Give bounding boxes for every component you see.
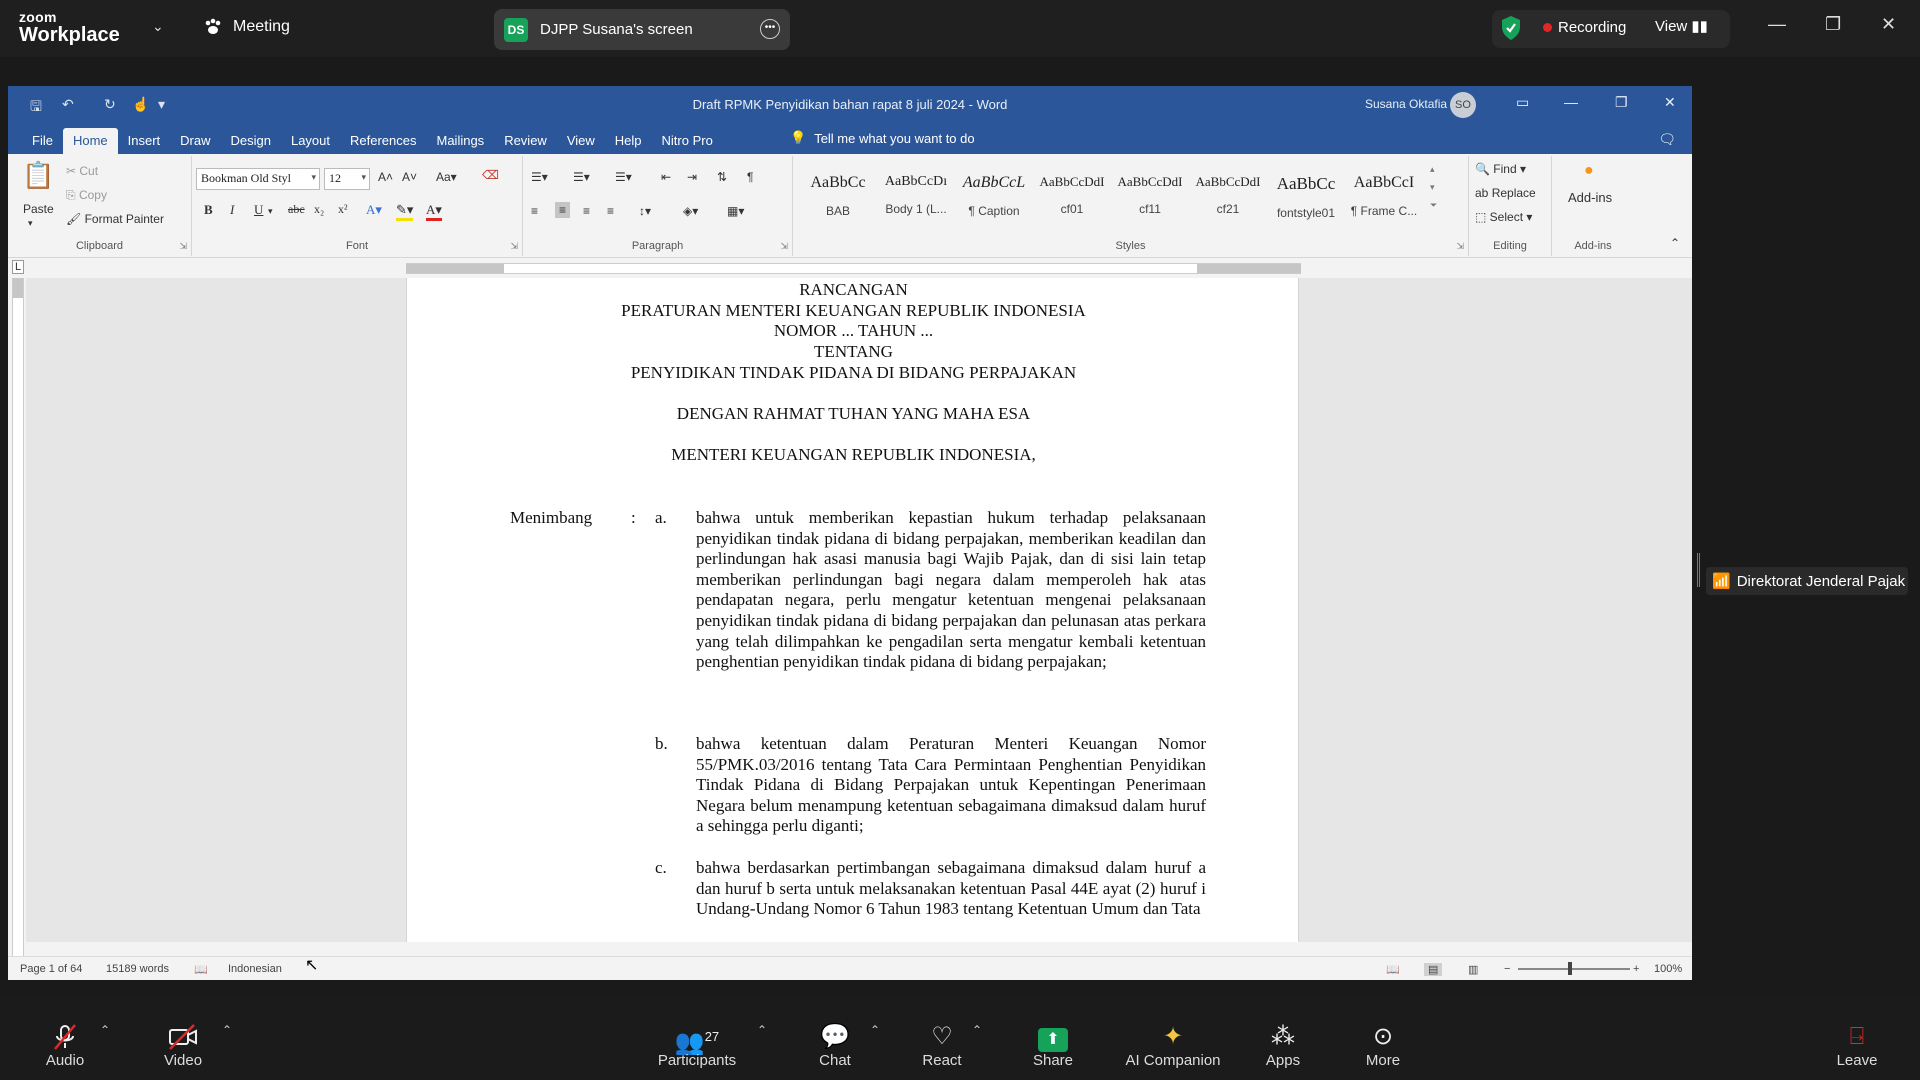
speaker-name: Direktorat Jenderal Pajak bbox=[1736, 572, 1906, 590]
audio-button[interactable]: Audio bbox=[40, 1022, 90, 1069]
page-count[interactable]: Page 1 of 64 bbox=[20, 963, 83, 975]
italic-icon[interactable]: I bbox=[230, 202, 235, 217]
consideration-c: c. bahwa berdasarkan pertimbangan sebagaimana dimaksud dalam huruf a dan huruf b serta untuk melaksanakan ketentuan Pasal 44E ayat (2) huruf i Undang-Undang Nomor 6 Tahun 1983 tentang Ketentuan Umum dan Tata bbox=[655, 858, 1206, 919]
clear-formatting-icon[interactable]: ⌫ bbox=[482, 168, 499, 182]
share-label: DJPP Susana's screen bbox=[540, 21, 693, 38]
audio-options-chevron-icon[interactable]: ⌃ bbox=[100, 1023, 111, 1037]
apps-icon: ⁂ bbox=[1271, 1023, 1295, 1050]
styles-scroll-up-icon[interactable]: ▴ bbox=[1430, 164, 1435, 174]
addins-group bbox=[1552, 156, 1634, 256]
vertical-ruler-top-margin bbox=[13, 278, 23, 298]
numbering-icon[interactable]: ☰▾ bbox=[573, 170, 590, 184]
close-icon[interactable]: ✕ bbox=[1881, 14, 1897, 34]
recording-label: Recording bbox=[1558, 19, 1627, 36]
document-page[interactable] bbox=[406, 278, 1299, 942]
heading-line-5: PENYIDIKAN TINDAK PIDANA DI BIDANG PERPAJAKAN bbox=[630, 363, 1077, 382]
mouse-cursor-icon: ↖ bbox=[305, 957, 319, 974]
copy-button[interactable]: ⎘ Copy bbox=[66, 188, 107, 202]
word-count[interactable]: 15189 words bbox=[106, 963, 169, 975]
style-body-1[interactable]: AaBbCcDı Body 1 (L... bbox=[884, 174, 948, 216]
ribbon-home bbox=[8, 154, 1692, 258]
tab-references[interactable]: References bbox=[350, 133, 417, 148]
word-title-bar bbox=[8, 86, 1692, 124]
undo-icon[interactable]: ↶ bbox=[62, 96, 74, 112]
ribbon-display-icon[interactable]: ▭ bbox=[1516, 94, 1530, 110]
shading-icon[interactable]: ◈▾ bbox=[683, 204, 699, 218]
decrease-indent-icon[interactable]: ⇤ bbox=[661, 170, 672, 184]
zoom-top-bar bbox=[0, 0, 1920, 57]
print-layout-icon[interactable]: ▤ bbox=[1424, 963, 1442, 976]
view-button[interactable]: View ▮▮ bbox=[1655, 18, 1708, 35]
ruler-right-margin bbox=[1197, 264, 1301, 273]
ruler-left-margin bbox=[406, 264, 504, 273]
shrink-font-icon[interactable]: A˅ bbox=[402, 170, 418, 184]
word-restore-icon[interactable]: ❐ bbox=[1615, 94, 1628, 110]
find-button[interactable]: 🔍 Find ▾ bbox=[1475, 162, 1526, 176]
collapse-ribbon-icon[interactable]: ⌃ bbox=[1670, 236, 1681, 250]
style-caption[interactable]: AaBbCcL ¶ Caption bbox=[962, 174, 1026, 218]
tab-draw[interactable]: Draw bbox=[180, 133, 211, 148]
consideration-b: b. bahwa ketentuan dalam Peraturan Menteri Keuangan Nomor 55/PMK.03/2016 tentang Tata Cara Permintaan Penghentian Penyidikan Tindak Pidana di Bidang Perpajakan untuk Kepentingan Penerimaan Negara belum menampung ketentuan sebagaimana dimaksud dalam huruf a sehingga perlu diganti; bbox=[655, 734, 1206, 836]
lightbulb-icon: 💡 bbox=[790, 130, 807, 145]
comments-icon[interactable]: 🗨 bbox=[1658, 131, 1676, 147]
paragraph-launcher-icon[interactable]: ⇲ bbox=[780, 241, 788, 251]
cut-button[interactable]: ✂ Cut bbox=[66, 164, 99, 178]
heading-line-4: TENTANG bbox=[814, 342, 893, 361]
tell-me-search[interactable] bbox=[790, 130, 975, 146]
heading-line-3: NOMOR ... TAHUN ... bbox=[773, 321, 934, 340]
align-left-icon[interactable]: ≡ bbox=[531, 204, 539, 218]
meeting-label: Meeting bbox=[233, 18, 290, 35]
participants-options-chevron-icon[interactable]: ⌃ bbox=[757, 1023, 768, 1037]
heading-line-1: RANCANGAN bbox=[799, 280, 908, 299]
chat-icon: 💬 bbox=[820, 1023, 850, 1050]
multilevel-list-icon[interactable]: ☰▾ bbox=[615, 170, 632, 184]
more-button[interactable]: ⊙ More bbox=[1358, 1022, 1408, 1069]
vertical-ruler[interactable] bbox=[12, 278, 24, 972]
user-name[interactable]: Susana Oktafia bbox=[1365, 97, 1448, 111]
screen-share-indicator[interactable] bbox=[494, 9, 790, 50]
user-avatar[interactable]: SO bbox=[1450, 92, 1476, 118]
borders-icon[interactable]: ▦▾ bbox=[727, 204, 745, 218]
minister-line: MENTERI KEUANGAN REPUBLIK INDONESIA, bbox=[671, 445, 1036, 464]
styles-launcher-icon[interactable]: ⇲ bbox=[1456, 241, 1464, 251]
heart-icon: ♡ bbox=[931, 1023, 953, 1050]
justify-icon[interactable]: ≡ bbox=[607, 204, 615, 218]
web-layout-icon[interactable]: ▥ bbox=[1468, 964, 1479, 976]
font-size-select[interactable]: 12 ▾ bbox=[324, 168, 370, 190]
consideration-a: a. bahwa untuk memberikan kepastian hukum terhadap pelaksanaan penyidikan tindak pidana di bidang perpajakan, memberikan keadilan dan perlindungan hak asasi manusia bagi Wajib Pajak, dan di sisi lain tetap memberikan perlindungan bagi negara dalam memperoleh hak atas pendapatan negara, perlu mengatur ketentuan mengenai pelaksanaan penyidikan tindak pidana di bidang perpajakan dan pelunasan atas perkara yang telah dilimpahkan ke pengadilan serta mengatur kembali ketentuan penghentian penyidikan tindak pidana di bidang perpajakan; bbox=[655, 508, 1206, 672]
show-marks-icon[interactable]: ¶ bbox=[747, 170, 754, 184]
view-grid-icon: ▮▮ bbox=[1691, 18, 1708, 35]
paste-button[interactable]: Paste bbox=[23, 202, 54, 216]
tab-view[interactable]: View bbox=[566, 133, 595, 148]
video-options-chevron-icon[interactable]: ⌃ bbox=[222, 1023, 233, 1037]
underline-icon[interactable]: U bbox=[254, 202, 264, 217]
grow-font-icon[interactable]: A˄ bbox=[378, 170, 394, 184]
word-status-bar bbox=[8, 956, 1692, 980]
restore-icon[interactable]: ❐ bbox=[1825, 14, 1842, 34]
style-fontstyle01[interactable]: AaBbCc fontstyle01 bbox=[1276, 174, 1336, 220]
preamble: DENGAN RAHMAT TUHAN YANG MAHA ESA bbox=[676, 404, 1031, 423]
add-ins-icon[interactable]: ● bbox=[1584, 162, 1594, 179]
sharer-avatar: DS bbox=[504, 18, 528, 42]
menimbang-label: Menimbang bbox=[510, 508, 593, 527]
sort-icon[interactable]: ⇅ bbox=[717, 170, 728, 184]
touch-mode-icon[interactable]: ☝ bbox=[132, 96, 150, 112]
react-options-chevron-icon[interactable]: ⌃ bbox=[972, 1023, 983, 1037]
zoom-workplace-logo[interactable]: zoom Workplace bbox=[19, 9, 120, 46]
align-center-icon[interactable]: ≡ bbox=[555, 202, 570, 218]
increase-indent-icon[interactable]: ⇥ bbox=[687, 170, 698, 184]
editing-group bbox=[1469, 156, 1552, 256]
change-case-icon[interactable]: Aa▾ bbox=[436, 170, 457, 184]
heading-line-2: PERATURAN MENTERI KEUANGAN REPUBLIK INDONESIA bbox=[621, 301, 1086, 320]
paste-icon[interactable]: 📋 bbox=[22, 160, 55, 190]
horizontal-ruler bbox=[8, 258, 1692, 278]
document-title: Draft RPMK Penyidikan bahan rapat 8 juli 2024 - Word bbox=[692, 97, 1008, 112]
leave-icon: ⍈ bbox=[1849, 1023, 1865, 1050]
clipboard-label: Clipboard bbox=[75, 240, 124, 252]
save-icon[interactable]: 🖫 bbox=[30, 98, 42, 114]
paste-chevron-icon[interactable]: ▾ bbox=[28, 218, 33, 228]
tab-file[interactable]: File bbox=[32, 133, 53, 148]
styles-group bbox=[793, 156, 1469, 256]
active-speaker-tag bbox=[1706, 567, 1908, 595]
tab-insert[interactable]: Insert bbox=[127, 133, 161, 148]
replace-button[interactable]: ab Replace bbox=[1475, 186, 1536, 200]
recording-dot-icon bbox=[1543, 23, 1552, 32]
document-canvas[interactable] bbox=[26, 278, 1692, 942]
word-minimize-icon[interactable]: — bbox=[1564, 94, 1578, 110]
styles-scroll-down-icon[interactable]: ▾ bbox=[1430, 182, 1435, 192]
tab-help[interactable]: Help bbox=[614, 133, 642, 148]
zoom-level[interactable]: 100% bbox=[1654, 963, 1683, 975]
signal-bars-icon: 📶 bbox=[1712, 573, 1731, 590]
participants-button[interactable]: 👥$^{27}$ Participants bbox=[652, 1022, 742, 1069]
font-color-icon[interactable]: A▾ bbox=[426, 202, 442, 221]
tab-layout[interactable]: Layout bbox=[290, 133, 331, 148]
meeting-button[interactable] bbox=[203, 17, 290, 37]
zoom-slider-thumb[interactable] bbox=[1568, 962, 1572, 975]
video-button[interactable]: Video bbox=[158, 1022, 208, 1069]
split-view-handle[interactable] bbox=[1697, 553, 1700, 587]
participants-count: 27 bbox=[704, 1029, 720, 1044]
underline-chevron-icon[interactable]: ▾ bbox=[268, 206, 273, 216]
video-off-icon bbox=[158, 1022, 208, 1052]
read-mode-icon[interactable]: 📖 bbox=[1386, 964, 1400, 976]
mic-muted-icon bbox=[40, 1022, 90, 1052]
highlight-icon[interactable]: ✎▾ bbox=[396, 202, 413, 221]
add-ins-button[interactable]: Add-ins bbox=[1568, 190, 1613, 205]
bullets-icon[interactable]: ☰▾ bbox=[531, 170, 548, 184]
select-button[interactable]: ⬚ Select ▾ bbox=[1475, 210, 1533, 224]
more-options-icon[interactable]: ••• bbox=[760, 19, 780, 39]
addins-label: Add-ins bbox=[1574, 240, 1612, 252]
style-cf21[interactable]: AaBbCcDdI cf21 bbox=[1195, 174, 1261, 216]
zoom-in-icon[interactable]: + bbox=[1633, 963, 1640, 975]
style-bab[interactable]: AaBbCc BAB bbox=[810, 174, 866, 218]
zoom-out-icon[interactable]: − bbox=[1504, 963, 1511, 975]
tab-home[interactable]: Home bbox=[63, 128, 118, 154]
tell-me-label: Tell me what you want to do bbox=[814, 130, 975, 146]
react-button[interactable]: ♡ React bbox=[917, 1022, 967, 1069]
font-family-select[interactable]: Bookman Old Styl ▾ bbox=[196, 168, 320, 190]
tab-review[interactable]: Review bbox=[504, 133, 547, 148]
shield-check-icon[interactable] bbox=[1500, 15, 1522, 41]
tab-nitro-pro[interactable]: Nitro Pro bbox=[661, 133, 713, 148]
clipboard-launcher-icon[interactable]: ⇲ bbox=[179, 241, 187, 251]
paragraph-label: Paragraph bbox=[631, 240, 684, 252]
ruler-strip[interactable] bbox=[406, 263, 1301, 274]
font-launcher-icon[interactable]: ⇲ bbox=[510, 241, 518, 251]
minimize-icon[interactable]: — bbox=[1768, 14, 1786, 34]
tab-design[interactable]: Design bbox=[230, 133, 271, 148]
style-cf01[interactable]: AaBbCcDdI cf01 bbox=[1039, 174, 1105, 216]
recording-indicator[interactable] bbox=[1543, 19, 1626, 36]
menimbang-colon: : bbox=[631, 508, 636, 527]
text-effects-icon[interactable]: A▾ bbox=[366, 202, 382, 217]
style-frame[interactable]: AaBbCcI ¶ Frame C... bbox=[1350, 174, 1418, 218]
paw-icon bbox=[203, 17, 223, 37]
editing-label: Editing bbox=[1493, 240, 1527, 252]
font-label: Font bbox=[345, 240, 368, 252]
superscript-icon[interactable]: x² bbox=[338, 202, 348, 216]
more-icon: ⊙ bbox=[1372, 1023, 1394, 1050]
bold-icon[interactable]: B bbox=[204, 202, 213, 217]
proofing-icon[interactable]: 📖 bbox=[194, 964, 208, 976]
styles-more-icon[interactable]: ⏷ bbox=[1430, 200, 1438, 210]
participants-icon: 👥$^{27}$ bbox=[674, 1029, 720, 1056]
tab-mailings[interactable]: Mailings bbox=[436, 133, 485, 148]
share-screen-icon: ⬆ bbox=[1028, 1022, 1078, 1052]
chat-options-chevron-icon[interactable]: ⌃ bbox=[870, 1023, 881, 1037]
ai-companion-button[interactable]: ✦ AI Companion bbox=[1118, 1022, 1228, 1069]
align-right-icon[interactable]: ≡ bbox=[583, 204, 591, 218]
paragraph-group bbox=[523, 156, 793, 256]
leave-button[interactable]: ⍈ Leave bbox=[1832, 1022, 1882, 1069]
redo-icon[interactable]: ↻ bbox=[104, 96, 116, 112]
font-group bbox=[192, 156, 523, 256]
word-close-icon[interactable]: ✕ bbox=[1664, 94, 1676, 110]
zoom-slider-track[interactable] bbox=[1518, 968, 1630, 970]
style-cf11[interactable]: AaBbCcDdI cf11 bbox=[1117, 174, 1183, 216]
word-window bbox=[8, 86, 1692, 980]
styles-label: Styles bbox=[1115, 240, 1146, 252]
customize-qat-icon[interactable]: ▾ bbox=[158, 96, 166, 112]
subscript-icon[interactable]: x₂ bbox=[314, 202, 325, 216]
chevron-down-icon[interactable]: ⌄ bbox=[152, 18, 164, 34]
clipboard-group bbox=[8, 156, 192, 256]
apps-button[interactable]: ⁂ Apps bbox=[1258, 1022, 1308, 1069]
chat-button[interactable]: 💬 Chat bbox=[810, 1022, 860, 1069]
tab-selector-icon[interactable]: L bbox=[12, 260, 24, 274]
strikethrough-icon[interactable]: abc bbox=[288, 202, 305, 216]
line-spacing-icon[interactable]: ↕▾ bbox=[639, 204, 652, 218]
format-painter-button[interactable]: 🖌 Format Painter bbox=[66, 212, 164, 226]
sparkle-icon: ✦ bbox=[1162, 1023, 1184, 1050]
language-status[interactable]: Indonesian bbox=[228, 963, 282, 975]
share-button[interactable]: ⬆ Share bbox=[1028, 1022, 1078, 1069]
